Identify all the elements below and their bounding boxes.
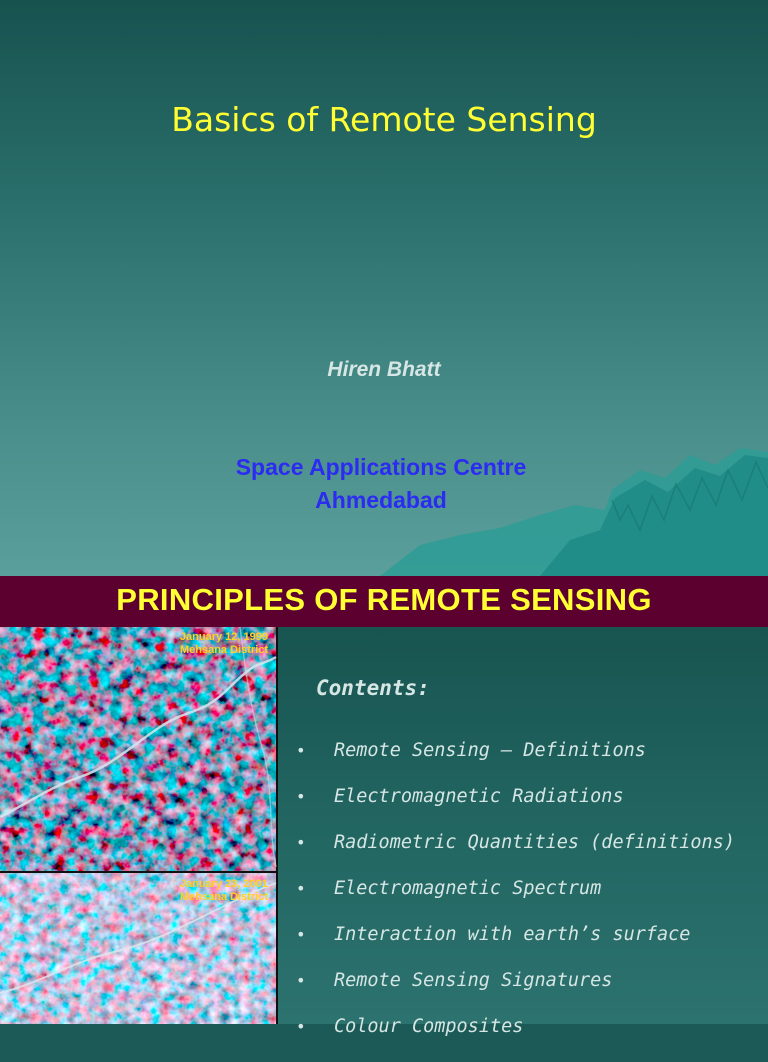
satellite-image-1999 — [0, 627, 278, 873]
contents-list — [296, 740, 735, 1062]
list-item-text: Radiometric Quantities (definitions) — [334, 832, 735, 853]
organization-city: Ahmedabad — [315, 487, 447, 513]
bullet-icon: • — [296, 741, 306, 760]
presentation-title: Basics of Remote Sensing — [171, 100, 597, 139]
image-caption-2001 — [180, 878, 268, 904]
image-location: Mehsana District — [179, 644, 268, 656]
slide-banner — [0, 576, 768, 627]
list-item — [296, 1016, 735, 1062]
list-item-text: Electromagnetic Spectrum — [334, 878, 602, 899]
image-date: January 12, 1999 — [179, 631, 268, 643]
list-item-text: Electromagnetic Radiations — [334, 786, 624, 807]
list-item — [296, 740, 735, 786]
contents-heading: Contents: — [316, 676, 430, 700]
image-caption-1999 — [180, 631, 268, 657]
list-item — [296, 832, 735, 878]
bullet-icon: • — [296, 879, 306, 898]
organization-name: Space Applications Centre — [235, 454, 527, 480]
image-date: January 23, 2001 — [179, 878, 268, 890]
contents-slide — [0, 576, 768, 1037]
list-item-text: Colour Composites — [334, 1016, 524, 1037]
list-item-text: Interaction with earth’s surface — [334, 924, 691, 945]
bullet-icon: • — [296, 925, 306, 944]
list-item-text: Remote Sensing Signatures — [334, 970, 613, 991]
false-colour-satellite-image — [0, 627, 276, 871]
list-item — [296, 970, 735, 1016]
list-item-text: Remote Sensing – Definitions — [334, 740, 646, 761]
satellite-image-2001 — [0, 873, 278, 1024]
bullet-icon: • — [296, 971, 306, 990]
list-item — [296, 786, 735, 832]
bullet-icon: • — [296, 787, 306, 806]
list-item — [296, 924, 735, 970]
list-item — [296, 878, 735, 924]
image-location: Mehsana District — [179, 891, 268, 903]
author-name: Hiren Bhatt — [327, 358, 441, 381]
bullet-icon: • — [296, 833, 306, 852]
bullet-icon: • — [296, 1017, 306, 1036]
slide-heading: PRINCIPLES OF REMOTE SENSING — [116, 582, 652, 617]
